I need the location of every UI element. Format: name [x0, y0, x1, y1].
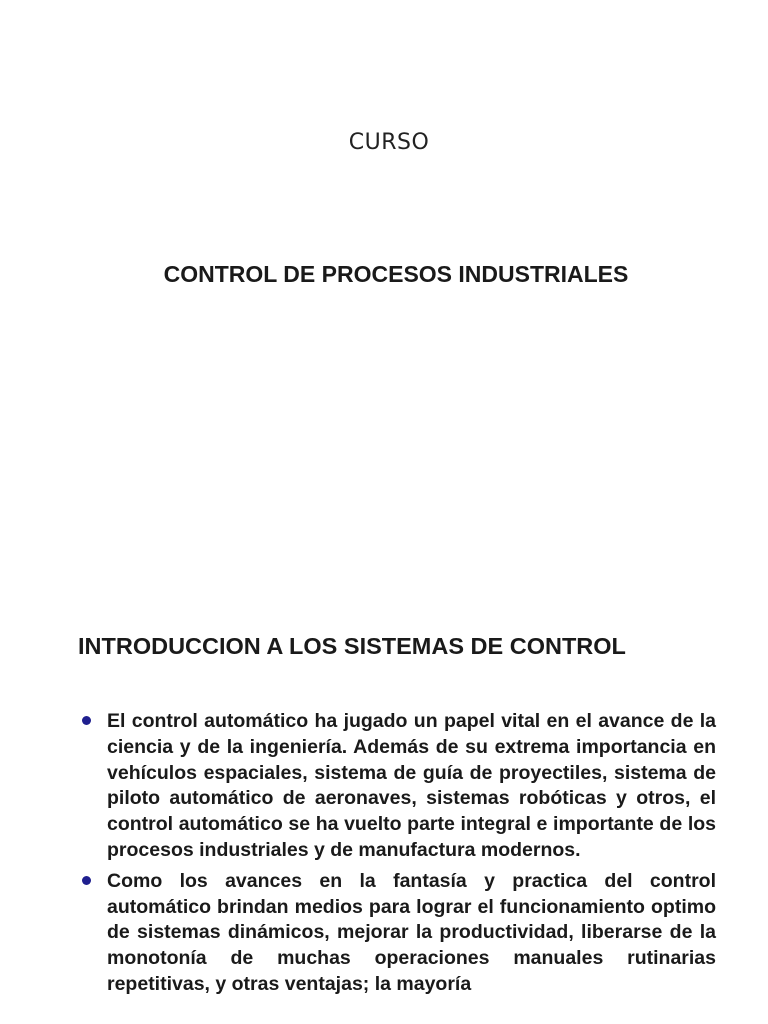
bullet-list: [80, 709, 716, 1003]
course-title: CONTROL DE PROCESOS INDUSTRIALES: [163, 261, 629, 287]
course-label: CURSO: [348, 130, 430, 155]
bullet-text: Como los avances en la fantasía y practica del control automático brindan medios para lograr el funcionamiento optimo de sistemas dinámicos, mejorar la productividad, liberarse de la monotonía de muchas operaciones manuales rutinarias repetitivas, y otras ventajas; la mayoría: [107, 869, 716, 995]
bullet-item: [80, 869, 716, 998]
section-heading: INTRODUCCION A LOS SISTEMAS DE CONTROL: [78, 633, 626, 659]
bullet-dot-icon: [82, 876, 91, 885]
bullet-dot-icon: [82, 716, 91, 725]
bullet-text: El control automático ha jugado un papel vital en el avance de la ciencia y de la ingeniería. Además de su extrema importancia en vehículos espaciales, sistema de guía de proyectiles, sistema de piloto automático de aeronaves, sistemas robóticas y otros, el control automático se ha vuelto parte integral e importante de los procesos industriales y de manufactura modernos.: [107, 710, 716, 861]
bullet-item: [80, 709, 716, 864]
